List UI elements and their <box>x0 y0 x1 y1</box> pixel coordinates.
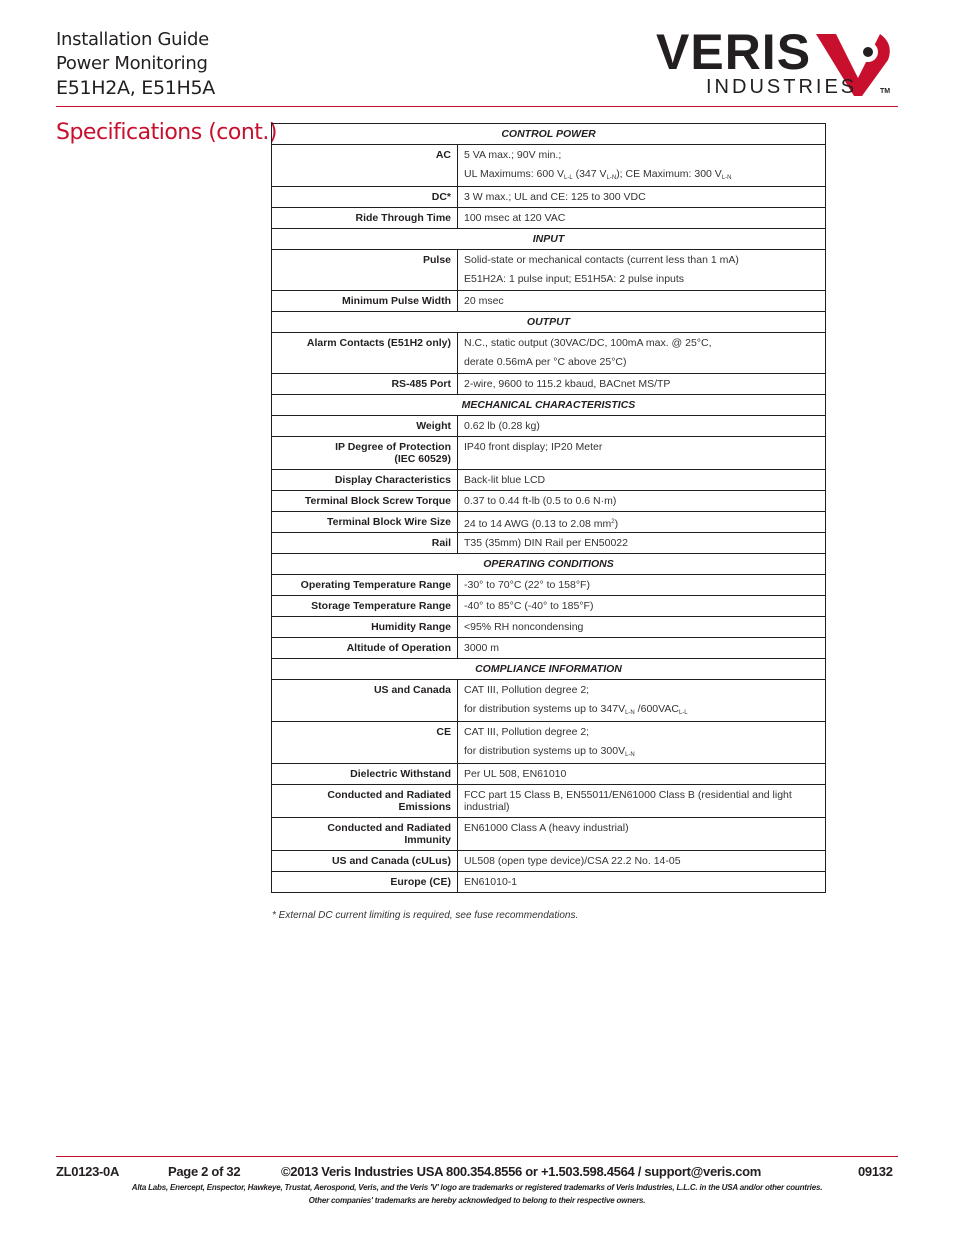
table-row <box>272 575 826 596</box>
spec-label: Altitude of Operation <box>272 638 458 659</box>
spec-label: CE <box>272 722 458 764</box>
table-row <box>272 491 826 512</box>
footer-divider <box>56 1156 898 1157</box>
table-row <box>272 437 826 470</box>
footnote: * External DC current limiting is required, see fuse recommendations. <box>272 910 579 921</box>
table-row <box>272 638 826 659</box>
table-section-row <box>272 395 826 416</box>
section-header-control-power: CONTROL POWER <box>272 124 826 145</box>
table-row <box>272 533 826 554</box>
spec-label: RS-485 Port <box>272 374 458 395</box>
table-row <box>272 512 826 533</box>
spec-label: Operating Temperature Range <box>272 575 458 596</box>
copyright-contact: ©2013 Veris Industries USA 800.354.8556 or +1.503.598.4564 / support@veris.com <box>281 1164 762 1179</box>
table-row <box>272 722 826 764</box>
table-row <box>272 333 826 374</box>
table-row <box>272 374 826 395</box>
spec-label: Europe (CE) <box>272 872 458 893</box>
table-row <box>272 470 826 491</box>
trademark-acknowledgement: Other companies' trademarks are hereby acknowledged to belong to their respective owners. <box>308 1196 646 1205</box>
table-row <box>272 617 826 638</box>
spec-value: 0.62 lb (0.28 kg) <box>458 416 826 437</box>
logo-wordmark: VERIS <box>656 24 812 80</box>
table-row <box>272 187 826 208</box>
spec-value: <95% RH noncondensing <box>458 617 826 638</box>
spec-label: Terminal Block Wire Size <box>272 512 458 533</box>
table-row <box>272 851 826 872</box>
spec-label: Humidity Range <box>272 617 458 638</box>
spec-label: Conducted and Radiated Emissions <box>272 785 458 818</box>
page-number: Page 2 of 32 <box>168 1164 241 1179</box>
table-row <box>272 596 826 617</box>
specifications-table <box>271 123 826 893</box>
spec-label: US and Canada <box>272 680 458 722</box>
spec-value: Per UL 508, EN61010 <box>458 764 826 785</box>
table-row <box>272 872 826 893</box>
spec-label: DC* <box>272 187 458 208</box>
table-row <box>272 416 826 437</box>
table-section-row <box>272 229 826 250</box>
spec-value: EN61000 Class A (heavy industrial) <box>458 818 826 851</box>
guide-title: Installation Guide <box>56 29 209 50</box>
spec-value: 20 msec <box>458 291 826 312</box>
section-header-output: OUTPUT <box>272 312 826 333</box>
spec-value: Back-lit blue LCD <box>458 470 826 491</box>
spec-value: 100 msec at 120 VAC <box>458 208 826 229</box>
product-category: Power Monitoring <box>56 53 208 74</box>
table-row <box>272 145 826 187</box>
veris-logo <box>656 26 900 100</box>
spec-value: N.C., static output (30VAC/DC, 100mA max. @ 25°C, derate 0.56mA per °C above 25°C) <box>458 333 826 374</box>
spec-label: Ride Through Time <box>272 208 458 229</box>
table-row <box>272 764 826 785</box>
spec-label: US and Canada (cULus) <box>272 851 458 872</box>
spec-value: 5 VA max.; 90V min.; UL Maximums: 600 $V_{L-L}$ (347 $V_{L-N}$); CE Maximum: 300 $V_{L-N}$ <box>458 145 826 187</box>
spec-value: -40° to 85°C (-40° to 185°F) <box>458 596 826 617</box>
spec-label: Display Characteristics <box>272 470 458 491</box>
date-code: 09132 <box>858 1164 893 1179</box>
table-section-row <box>272 312 826 333</box>
header-divider <box>56 106 898 107</box>
trademark-notice: Alta Labs, Enercept, Enspector, Hawkeye, Trustat, Aerospond, Veris, and the Veris 'V' logo are trademarks or registered trademarks of Veris Industries, L.L.C. in the USA and/or other countries. <box>131 1183 823 1192</box>
section-header-mechanical: MECHANICAL CHARACTERISTICS <box>272 395 826 416</box>
table-row <box>272 680 826 722</box>
spec-label: Alarm Contacts (E51H2 only) <box>272 333 458 374</box>
table-row <box>272 250 826 291</box>
spec-value: Solid-state or mechanical contacts (current less than 1 mA) E51H2A: 1 pulse input; E51H5A: 2 pulse inputs <box>458 250 826 291</box>
spec-value: 3 W max.; UL and CE: 125 to 300 VDC <box>458 187 826 208</box>
document-id: ZL0123-0A <box>56 1164 120 1179</box>
table-section-row <box>272 554 826 575</box>
spec-value: 24 to 14 AWG (0.13 to 2.08 $mm^2$) <box>458 512 826 533</box>
spec-value: 2-wire, 9600 to 115.2 kbaud, BACnet MS/TP <box>458 374 826 395</box>
spec-value: 3000 m <box>458 638 826 659</box>
model-numbers: E51H2A, E51H5A <box>56 77 215 99</box>
spec-label: Dielectric Withstand <box>272 764 458 785</box>
table-row <box>272 208 826 229</box>
spec-label: AC <box>272 145 458 187</box>
table-row <box>272 785 826 818</box>
spec-value: -30° to 70°C (22° to 158°F) <box>458 575 826 596</box>
spec-label: Pulse <box>272 250 458 291</box>
logo-trademark: TM <box>880 88 891 95</box>
section-header-compliance: COMPLIANCE INFORMATION <box>272 659 826 680</box>
spec-value: FCC part 15 Class B, EN55011/EN61000 Class B (residential and light industrial) <box>458 785 826 818</box>
section-header-input: INPUT <box>272 229 826 250</box>
section-header-operating: OPERATING CONDITIONS <box>272 554 826 575</box>
spec-label: IP Degree of Protection (IEC 60529) <box>272 437 458 470</box>
spec-value: T35 (35mm) DIN Rail per EN50022 <box>458 533 826 554</box>
table-row <box>272 818 826 851</box>
spec-value: 0.37 to 0.44 ft-lb (0.5 to 0.6 N·m) <box>458 491 826 512</box>
logo-subtitle: INDUSTRIES <box>706 76 858 98</box>
spec-label: Terminal Block Screw Torque <box>272 491 458 512</box>
spec-label: Conducted and Radiated Immunity <box>272 818 458 851</box>
table-section-row <box>272 124 826 145</box>
spec-value: EN61010-1 <box>458 872 826 893</box>
table-row <box>272 291 826 312</box>
spec-label: Weight <box>272 416 458 437</box>
spec-value: CAT III, Pollution degree 2; for distribution systems up to $300V_{L-N}$ <box>458 722 826 764</box>
spec-label: Rail <box>272 533 458 554</box>
spec-label: Storage Temperature Range <box>272 596 458 617</box>
spec-value: CAT III, Pollution degree 2; for distribution systems up to $347V_{L-N}$ $/600VAC_{L-L}$ <box>458 680 826 722</box>
spec-label: Minimum Pulse Width <box>272 291 458 312</box>
spec-value: UL508 (open type device)/CSA 22.2 No. 14-05 <box>458 851 826 872</box>
document-header <box>56 28 215 100</box>
table-section-row <box>272 659 826 680</box>
spec-value: IP40 front display; IP20 Meter <box>458 437 826 470</box>
section-title: Specifications (cont.) <box>56 120 277 145</box>
